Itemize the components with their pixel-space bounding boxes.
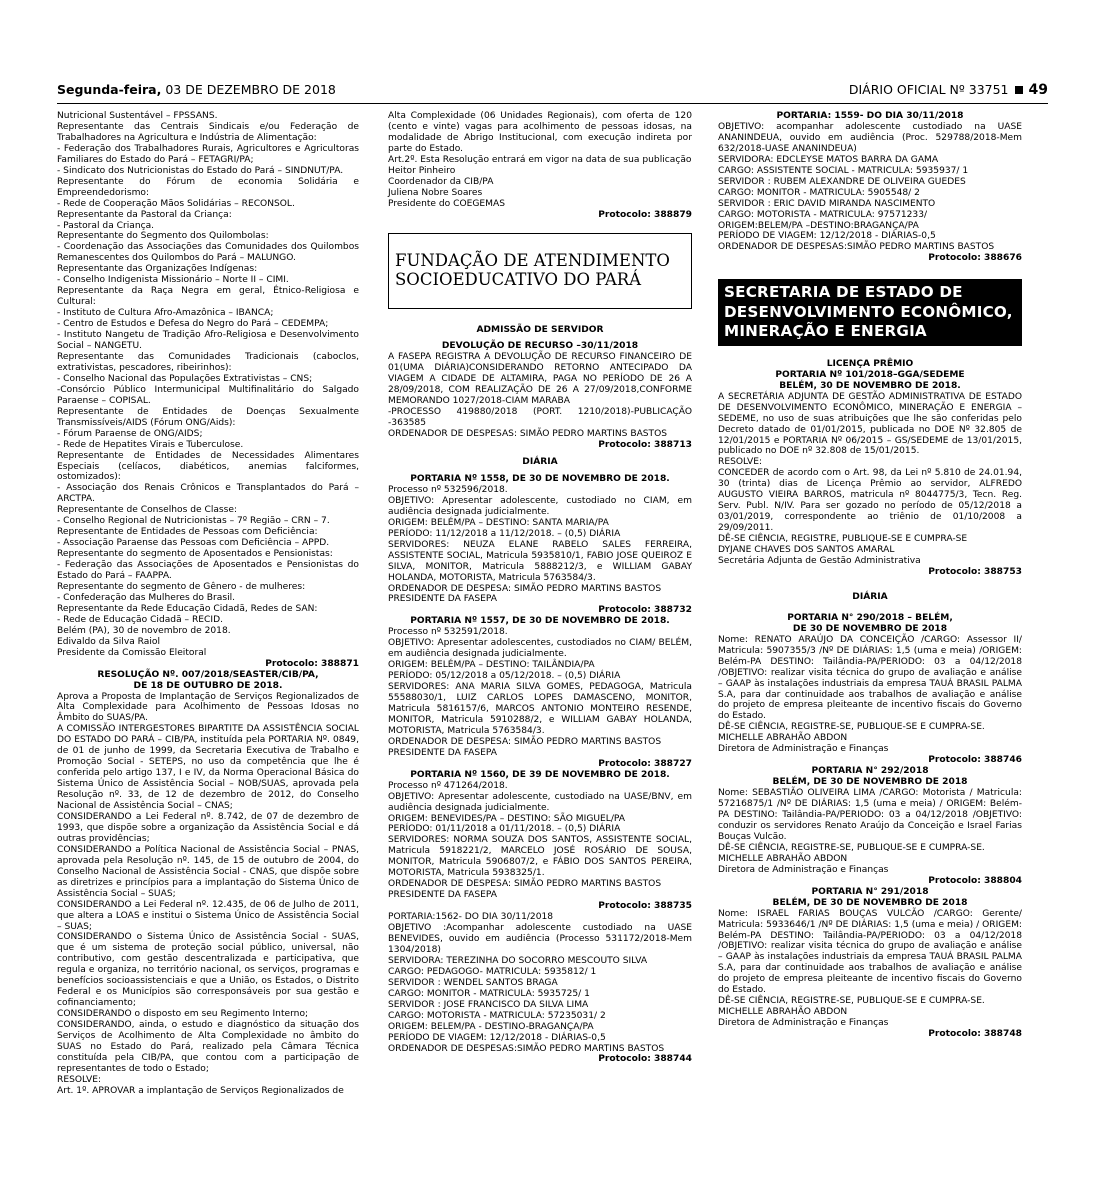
text-line: ORIGEM: BELÉM/PA – DESTINO: TAILÂNDIA/PA [388, 660, 595, 671]
text-line: Representante de Entidades de Pessoas com Deficiência: [57, 527, 318, 538]
text-line: -PROCESSO 419880/2018 (PORT. 1210/2018)-PUBLICAÇÃO -363585 [388, 407, 692, 429]
text-line: Art. 1º. APROVAR a implantação de Serviços Regionalizados de [57, 1085, 344, 1096]
text-line: OBJETIVO: Apresentar adolescente, custodiado no CIAM, em audiência designada judicialmente. [388, 495, 692, 517]
section-heading: ADMISSÃO DE SERVIDOR [476, 324, 604, 335]
text-line: Coordenador da CIB/PA [388, 176, 494, 187]
portaria-date: BELÉM, 30 DE NOVEMBRO DE 2018. [779, 380, 961, 391]
text-line: Representante de Conselhos de Classe: [57, 505, 238, 516]
square-bullet-icon [1015, 86, 1023, 94]
agency-title-banner: SECRETARIA DE ESTADO DE DESENVOLVIMENTO ECONÔMICO, MINERAÇÃO E ENERGIA [718, 279, 1022, 346]
text-line: - Conselho Indigenista Missionário – Norte II – CIMI. [57, 275, 289, 286]
portaria-body [718, 788, 1022, 876]
text-line: - Coordenação das Associações das Comunidades dos Quilombos Remanescentes dos Quilombos do Pará – MALUNGO. [57, 242, 359, 264]
text-line: ORDENADOR DE DESPESAS:SIMÃO PEDRO MARTINS BASTOS [388, 1043, 665, 1054]
text-line: DYJANE CHAVES DOS SANTOS AMARAL [718, 545, 895, 556]
resolution-title: RESOLUÇÃO Nº. 007/2018/SEASTER/CIB/PA, [97, 669, 319, 680]
portaria-title: PORTARIA N° 291/2018 [811, 886, 929, 897]
text-line: Presidente do COEGEMAS [388, 198, 506, 209]
text-line: Representante do segmento de Gênero - de mulheres: [57, 581, 306, 592]
protocol-number: Protocolo: 388746 [928, 755, 1022, 766]
text-line: Representante das Organizações Indígenas: [57, 264, 258, 275]
text-line: SERVIDORA: TEREZINHA DO SOCORRO MESCOUTO SILVA [388, 955, 648, 966]
header-publication [849, 82, 1048, 98]
text-line: - Conselho Nacional das Populações Extrativistas – CNS; [57, 373, 313, 384]
text-line: ORIGEM: BELÉM/PA – DESTINO: SANTA MARIA/PA [388, 517, 609, 528]
portaria-date: DE 30 DE NOVEMBRO DE 2018 [792, 623, 948, 634]
text-line: - Federação das Associações de Aposentados e Pensionistas do Estado do Pará – FAAPPA. [57, 560, 359, 582]
text-line: Representante das Centrais Sindicais e/ou Federação de Trabalhadores na Agricultura e Indústria de Alimentação: [57, 121, 359, 143]
text-line: ORDENADOR DE DESPESAS: SIMÃO PEDRO MARTINS BASTOS [388, 429, 668, 440]
text-line: CONSIDERANDO a Lei Federal nº. 12.435, de 06 de Julho de 2011, que altera a LOAS e institui o Sistema Único de Assistência Social – SUAS; [57, 899, 359, 932]
portaria-title: PORTARIA Nº 1560, DE 39 DE NOVEMBRO DE 2018. [410, 769, 670, 780]
text-line: Diretora de Administração e Finanças [718, 744, 889, 755]
text-line: CONSIDERANDO o disposto em seu Regimento Interno; [57, 1009, 309, 1020]
text-line: PRESIDENTE DA FASEPA [388, 890, 497, 901]
portaria-title: PORTARIA N° 290/2018 – BELÉM, [787, 612, 953, 623]
text-line: ORDENADOR DE DESPESA: SIMÃO PEDRO MARTINS BASTOS [388, 879, 662, 890]
header-rule [57, 103, 1048, 104]
text-line: MICHELLE ABRAHÃO ABDON [718, 853, 848, 864]
text-line: - Instituto Nangetu de Tradição Afro-Religiosa e Desenvolvimento Social – NANGETU. [57, 330, 359, 352]
text-line: PERÍODO: 11/12/2018 a 11/12/2018. – (0,5) DIÁRIA [388, 528, 621, 539]
column-1 [57, 111, 359, 1097]
header-date [57, 82, 336, 97]
text-line: - Centro de Estudos e Defesa do Negro do Pará – CEDEMPA; [57, 319, 329, 330]
protocol-number: Protocolo: 388676 [928, 253, 1022, 264]
text-line: Diretora de Administração e Finanças [718, 1018, 889, 1029]
text-line: CONSIDERANDO a Política Nacional de Assistência Social – PNAS, aprovada pela Resolução nº. 145, de 15 de outubro de 2004, do Conselho Nacional de Assistência Social - CNAS, que dispõe sobre as diretrizes e princípios para a implantação do Sistema Único de Assistência Social – SUAS; [57, 844, 359, 899]
text-line: ORDENADOR DE DESPESA: SIMÃO PEDRO MARTINS BASTOS [388, 736, 662, 747]
text-line: - Fórum Paraense de ONG/AIDS; [57, 428, 203, 439]
column-3 [718, 111, 1022, 1040]
page-number: 49 [1028, 82, 1048, 98]
text-line: CARGO: MOTORISTA - MATRICULA: 97571233/ [718, 209, 928, 220]
section-heading: LICENÇA PRÊMIO [826, 358, 914, 369]
text-line: - Pastoral da Criança. [57, 220, 155, 231]
portaria-title: PORTARIA Nº 1557, DE 30 DE NOVEMBRO DE 2018. [410, 616, 670, 627]
text-line: SERVIDOR : JOSE FRANCISCO DA SILVA LIMA [388, 999, 589, 1010]
text-line: DÊ-SE CIÊNCIA, REGISTRE-SE, PUBLIQUE-SE E CUMPRA-SE. [718, 842, 985, 853]
text-line: Processo nº 532596/2018. [388, 484, 508, 495]
text-line: MICHELLE ABRAHÃO ABDON [718, 733, 848, 744]
portaria-title: PORTARIA N° 292/2018 [811, 766, 929, 777]
text-line: Nome: ISRAEL FARIAS BOUÇAS VULCÃO /CARGO: Gerente/ Matricula: 5933646/1 /Nº DE DIÁRIAS: 1,5 (uma e meia) / ORIGEM: Belém-PA DESTINO: Tailândia-PA/PERIODO: 03 a 04/12/2018 /OBJETIVO: realizar visita técnica do grupo de avaliação e análise – GAAP às instalações industriais da empresa TAUÁ BRASIL PALMA S.A, para dar continuidade aos trabalhos de avaliação e análise do projeto de empresa pleiteante de incentivo fiscais do Governo do Estado. [718, 908, 1022, 996]
text-line: CONSIDERANDO a Lei Federal nº. 8.742, de 07 de dezembro de 1993, que dispõe sobre a organização da Assistência Social e dá outras providências; [57, 812, 359, 844]
text-line: - Rede de Educação Cidadã – RECID. [57, 614, 223, 625]
text-line: Art.2º. Esta Resolução entrará em vigor na data de sua publicação [388, 154, 692, 165]
text-line: Diretora de Administração e Finanças [718, 864, 889, 875]
text-line: Heitor Pinheiro [388, 165, 456, 176]
text-line: - Associação dos Renais Crônicos e Transplantados do Pará – ARCTPA. [57, 483, 359, 505]
text-line: DÊ-SE CIÊNCIA, REGISTRE-SE, PUBLIQUE-SE E CUMPRA-SE. [718, 722, 985, 733]
resolution-body [57, 692, 359, 1097]
resolution-date: DE 18 DE OUTUBRO DE 2018. [133, 680, 283, 691]
text-line: SERVIDOR : ERIC DAVID MIRANDA NASCIMENTO [718, 198, 936, 209]
text-line: Secretária Adjunta de Gestão Administrativa [718, 556, 921, 566]
text-line: Presidente da Comissão Eleitoral [57, 647, 207, 658]
text-line: CONSIDERANDO o Sistema Único de Assistência Social - SUAS, que é um sistema de proteção social público, universal, não contributivo, com gestão descentralizada e participativa, que regula e organiza, no território nacional, os serviços, programas e benefícios socioassistenciais e que a União, os Estados, o Distrito Federal e os Municípios são corresponsáveis por sua gestão e cofinanciamento; [57, 932, 359, 1009]
text-line: MICHELLE ABRAHÃO ABDON [718, 1007, 848, 1018]
text-line: PORTARIA:1562- DO DIA 30/11/2018 [388, 912, 554, 923]
text-line: PERÍODO: 05/12/2018 a 05/12/2018. – (0,5) DIÁRIA [388, 671, 621, 682]
protocol-number: Protocolo: 388804 [928, 875, 1022, 886]
text-line: ORIGEM: BENEVIDES/PA – DESTINO: SÃO MIGUEL/PA [388, 813, 626, 824]
text-line: ORIGEM: BELEM/PA - DESTINO-BRAGANÇA/PA [388, 1021, 594, 1032]
text-line: ORDENADOR DE DESPESA: SIMÃO PEDRO MARTINS BASTOS [388, 583, 662, 594]
protocol-number: Protocolo: 388748 [928, 1029, 1022, 1040]
text-line: SERVIDORES: NEUZA ELANE RABELO SALES FERREIRA, ASSISTENTE SOCIAL, Matricula 5935810/1, FABIO JOSE QUEIROZ E SILVA, MONITOR, Matricula 5888212/3, e WILLIAM GABAY HOLANDA, MOTORISTA, Matricula 5763584/3. [388, 539, 692, 583]
section-heading: DIÁRIA [522, 457, 558, 468]
text-line: CONSIDERANDO, ainda, o estudo e diagnóstico da situação dos Serviços de Acolhimento de Alta Complexidade no âmbito do SUAS no Estado do Pará, realizado pela Câmara Técnica constituída pela CIB/PA, que contou com a participação de representantes de todo o Estado; [57, 1020, 359, 1074]
portaria-date: BELÉM, DE 30 DE NOVEMBRO DE 2018 [772, 777, 968, 788]
portaria-body [388, 627, 692, 758]
council-members-list [57, 111, 359, 659]
text-line: CARGO: MONITOR - MATRICULA: 5935725/ 1 [388, 988, 590, 999]
text-line: CARGO: ASSISTENTE SOCIAL - MATRICULA: 5935937/ 1 [718, 165, 969, 176]
text-line: SERVIDOR : WENDEL SANTOS BRAGA [388, 977, 558, 988]
agency-title-box: FUNDAÇÃO DE ATENDIMENTO SOCIOEDUCATIVO DO PARÁ [388, 233, 692, 309]
text-line: SERVIDORES: ANA MARIA SILVA GOMES, PEDAGOGA, Matricula 55588030/1, LUIZ CARLOS LOPES DAMASCENO, MONITOR, Matricula 5816157/6, MARCOS ANTONIO MONTEIRO RESENDE, MONITOR, Matricula 5910288/2, e WILLIAM GABAY HOLANDA, MOTORISTA, Matricula 5763584/3. [388, 682, 692, 736]
text-line: - Federação dos Trabalhadores Rurais, Agricultores e Agricultoras Familiares do Estado do Pará – FETAGRI/PA; [57, 143, 359, 165]
protocol-number: Protocolo: 388744 [598, 1054, 692, 1065]
protocol-number: Protocolo: 388732 [598, 605, 692, 616]
portaria-body [718, 122, 1022, 253]
header-weekday: Segunda-feira, [57, 82, 162, 97]
text-line: PERÍODO DE VIAGEM: 12/12/2018 - DIÁRIAS-0,5 [718, 231, 936, 242]
text-line: Representante do Segmento dos Quilombolas: [57, 231, 269, 242]
text-line: CARGO: MOTORISTA - MATRICULA: 57235031/ 2 [388, 1010, 606, 1021]
text-line: A SECRETÁRIA ADJUNTA DE GESTÃO ADMINISTRATIVA DE ESTADO DE DESENVOLVIMENTO ECONÔMICO, MINERAÇÃO E ENERGIA – SEDEME, no uso de suas atribuições que lhe são conferidas pelo Decreto datado de 01/01/2015, publicada no DOE Nº 32.805 de 12/01/2015 e PORTARIA Nº 06/2015 – GS/SEDEME de 13/01/2015, publicado no DOE nº 32.808 de 15/01/2015. [718, 391, 1022, 457]
text-line: Processo nº 532591/2018. [388, 627, 508, 638]
page-header [57, 82, 1048, 100]
text-line: - Instituto de Cultura Afro-Amazônica – IBANCA; [57, 308, 274, 319]
text-line: - Rede de Cooperação Mãos Solidárias – RECONSOL. [57, 198, 295, 209]
text-line: PERÍODO DE VIAGEM: 12/12/2018 - DIÁRIAS-0,5 [388, 1032, 606, 1043]
text-line: PRESIDENTE DA FASEPA [388, 747, 497, 758]
text-line: OBJETIVO: Apresentar adolescentes, custodiados no CIAM/ BELÉM, em audiência designada judicialmente. [388, 638, 692, 660]
protocol-number: Protocolo: 388713 [598, 440, 692, 451]
portaria-body [718, 392, 1022, 567]
portaria-body [718, 909, 1022, 1029]
section-heading: DIÁRIA [852, 591, 888, 602]
portaria-date: BELÉM, DE 30 DE NOVEMBRO DE 2018 [772, 897, 968, 908]
portaria-body [388, 485, 692, 605]
text-line: RESOLVE: [718, 457, 763, 468]
text-line: CONCEDER de acordo com o Art. 98, da Lei nº 5.810 de 24.01.94, 30 (trinta) dias de Licença Prêmio ao servidor, ALFREDO AUGUSTO VIEIRA BARROS, matricula nº 8044775/3, Tecn. Reg. Serv. Publ. N/IV. Para ser gozado no período de 05/12/2018 a 03/01/2019, correspondente ao triênio de 01/10/2008 a 29/09/2011. [718, 468, 1022, 534]
resolution-continuation [388, 111, 692, 210]
protocol-number: Protocolo: 388753 [928, 566, 1022, 577]
portaria-title: PORTARIA Nº 1558, DE 30 DE NOVEMBRO DE 2018. [410, 473, 670, 484]
text-line: RESOLVE: [57, 1074, 102, 1085]
text-line: SERVIDORA: EDCLEYSE MATOS BARRA DA GAMA [718, 154, 939, 165]
text-line: Alta Complexidade (06 Unidades Regionais), com oferta de 120 (cento e vinte) vagas para acolhimento de pessoas idosas, na modalidade de Abrigo Institucional, com execução indireta por parte do Estado. [388, 111, 692, 154]
text-line: Nutricional Sustentável – FPSSANS. [57, 111, 218, 121]
text-line: - Rede de Hepatites Virais e Tuberculose. [57, 439, 244, 450]
protocol-number: Protocolo: 388727 [598, 758, 692, 769]
text-line: PERÍODO: 01/11/2018 a 01/11/2018. – (0,5) DIÁRIA [388, 824, 621, 835]
text-line: - Conselho Regional de Nutricionistas – 7º Região – CRN – 7. [57, 516, 330, 527]
text-line: Nome: SEBASTIÃO OLIVEIRA LIMA /CARGO: Motorista / Matricula: 57216875/1 /Nº DE DIÁRIAS: 1,5 (uma e meia) / ORIGEM: Belém-PA DESTINO: Tailândia-PA/PERIODO: 03 a 04/12/2018 /OBJETIVO: conduzir os servidores Renato Araújo da Conceição e Israel Farias Bouças Vulcão. [718, 788, 1022, 842]
text-line: Representante da Pastoral da Criança: [57, 209, 232, 220]
portaria-title: PORTARIA Nº 101/2018–GGA/SEDEME [775, 369, 965, 380]
text-line: CARGO: PEDAGOGO- MATRICULA: 5935812/ 1 [388, 966, 597, 977]
text-line: Representante do Fórum de economia Solidária e Empreendedorismo: [57, 176, 359, 198]
portaria-title: PORTARIA: 1559- DO DIA 30/11/2018 [776, 111, 964, 121]
portaria-body [718, 635, 1022, 755]
text-line: Edivaldo da Silva Raiol [57, 636, 160, 647]
text-line: OBJETIVO :Acompanhar adolescente custodiado na UASE BENEVIDES, ouvido em audiência (Processo 531172/2018-Mem 1304/2018) [388, 923, 692, 955]
text-line: Belém (PA), 30 de novembro de 2018. [57, 625, 231, 636]
text-line: - Confederação das Mulheres do Brasil. [57, 592, 236, 603]
devolution-body [388, 352, 692, 440]
text-line: Representante de Entidades de Doenças Sexualmente Transmissíveis/AIDS (Fórum ONG/Aids): [57, 406, 359, 428]
text-line: Nome: RENATO ARAÚJO DA CONCEIÇÃO /CARGO: Assessor II/ Matricula: 5907355/3 /Nº DE DIÁRIAS: 1,5 (uma e meia) /ORIGEM: Belém-PA DESTINO: Tailândia-PA/PERIODO: 03 a 04/12/2018 /OBJETIVO: realizar visita técnica do grupo de avaliação e análise – GAAP às instalações industriais da empresa TAUÁ BRASIL PALMA S.A, para dar continuidade aos trabalhos de avaliação e análise do projeto de empresa pleiteante de incentivo fiscais do Governo do Estado. [718, 634, 1022, 722]
text-line: SERVIDORES: NORMA SOUZA DOS SANTOS, ASSISTENTE SOCIAL, Matricula 5918221/2, MARCELO JOSÉ ROSÁRIO DE SOUSA, MONITOR, Matricula 5906807/2, e FÁBIO DOS SANTOS PEREIRA, MOTORISTA, Matricula 5938325/1. [388, 835, 692, 879]
text-line: ORDENADOR DE DESPESAS:SIMÃO PEDRO MARTINS BASTOS [718, 242, 995, 253]
header-publication-text: DIÁRIO OFICIAL Nº 33751 [848, 82, 1009, 97]
column-2 [388, 111, 692, 1065]
text-line: - Associação Paraense das Pessoas com Deficiência – APPD. [57, 538, 330, 549]
text-line: Representante da Rede Educação Cidadã, Redes de SAN: [57, 603, 318, 614]
text-line: Juliena Nobre Soares [388, 187, 483, 198]
text-line: Processo nº 471264/2018. [388, 780, 508, 791]
protocol-number: Protocolo: 388879 [598, 209, 692, 220]
protocol-number: Protocolo: 388735 [598, 901, 692, 912]
text-line: DÊ-SE CIÊNCIA, REGISTRE, PUBLIQUE-SE E CUMPRA-SE [718, 534, 968, 545]
header-date-text: 03 DE DEZEMBRO DE 2018 [165, 82, 336, 97]
text-line: DÊ-SE CIÊNCIA, REGISTRE-SE, PUBLIQUE-SE E CUMPRA-SE. [718, 996, 985, 1007]
portaria-body [388, 912, 692, 1054]
text-line: ORIGEM:BELEM/PA –DESTINO:BRAGANÇA/PA [718, 220, 919, 231]
text-line: Representante das Comunidades Tradicionais (caboclos, extrativistas, pescadores, ribeirinhos): [57, 351, 359, 373]
text-line: - Sindicato dos Nutricionistas do Estado do Pará – SINDNUT/PA. [57, 165, 344, 176]
text-line: Aprova a Proposta de Implantação de Serviços Regionalizados de Alta Complexidade para Acolhimento de Pessoas Idosas no Âmbito do SUAS/PA. [57, 691, 359, 724]
text-line: SERVIDOR : RUBEM ALEXANDRE DE OLIVEIRA GUEDES [718, 176, 966, 187]
text-line: CARGO: MONITOR - MATRICULA: 5905548/ 2 [718, 187, 920, 198]
text-line: -Consórcio Público Intermunicipal Multifinalitário do Salgado Paraense – COPISAL. [57, 384, 359, 406]
text-line: PRESIDENTE DA FASEPA [388, 594, 497, 605]
text-line: Representante do segmento de Aposentados e Pensionistas: [57, 549, 333, 560]
portaria-body [388, 781, 692, 901]
devolution-title: DEVOLUÇÃO DE RECURSO –30/11/2018 [441, 341, 639, 352]
protocol-number: Protocolo: 388871 [265, 658, 359, 669]
text-line: Representante da Raça Negra em geral, Étnico-Religiosa e Cultural: [57, 286, 359, 308]
text-line: A COMISSÃO INTERGESTORES BIPARTITE DA ASSISTÊNCIA SOCIAL DO ESTADO DO PARÁ – CIB/PA, instituída pela PORTARIA Nº. 0849, de 01 de junho de 1999, da Secretaria Executiva de Trabalho e Promoção Social - SETEPS, no uso da competência que lhe é conferida pelo artigo 137, I e IV, da Norma Operacional Básica do Sistema Único de Assistência Social – NOB/SUAS, aprovada pela Resolução nº. 33, de 12 de dezembro de 2012, do Conselho Nacional de Assistência Social – CNAS; [57, 724, 359, 812]
text-line: OBJETIVO: Apresentar adolescente, custodiado na UASE/BNV, em audiência designada judicialmente. [388, 791, 692, 813]
text-line: A FASEPA REGISTRA A DEVOLUÇÃO DE RECURSO FINANCEIRO DE 01(UMA DIÁRIA)CONSIDERANDO RETORNO ANTECIPADO DA VIAGEM A CIDADE DE ALTAMIRA, PAGA NO PERÍODO DE 26 A 28/09/2018, COM REALIZAÇÃO DE 26 A 27/09/2018,CONFORME MEMORANDO 1027/2018-CIAM MARABA [388, 352, 692, 407]
text-line: OBJETIVO: acompanhar adolescente custodiado na UASE ANANINDEUA, ouvido em audiência (Proc. 529788/2018-Mem 632/2018-UASE ANANINDEUA) [718, 121, 1022, 154]
text-line: Representante de Entidades de Necessidades Alimentares Especiais (celíacos, diabéticos, anemias falciformes, ostomizados): [57, 450, 359, 483]
